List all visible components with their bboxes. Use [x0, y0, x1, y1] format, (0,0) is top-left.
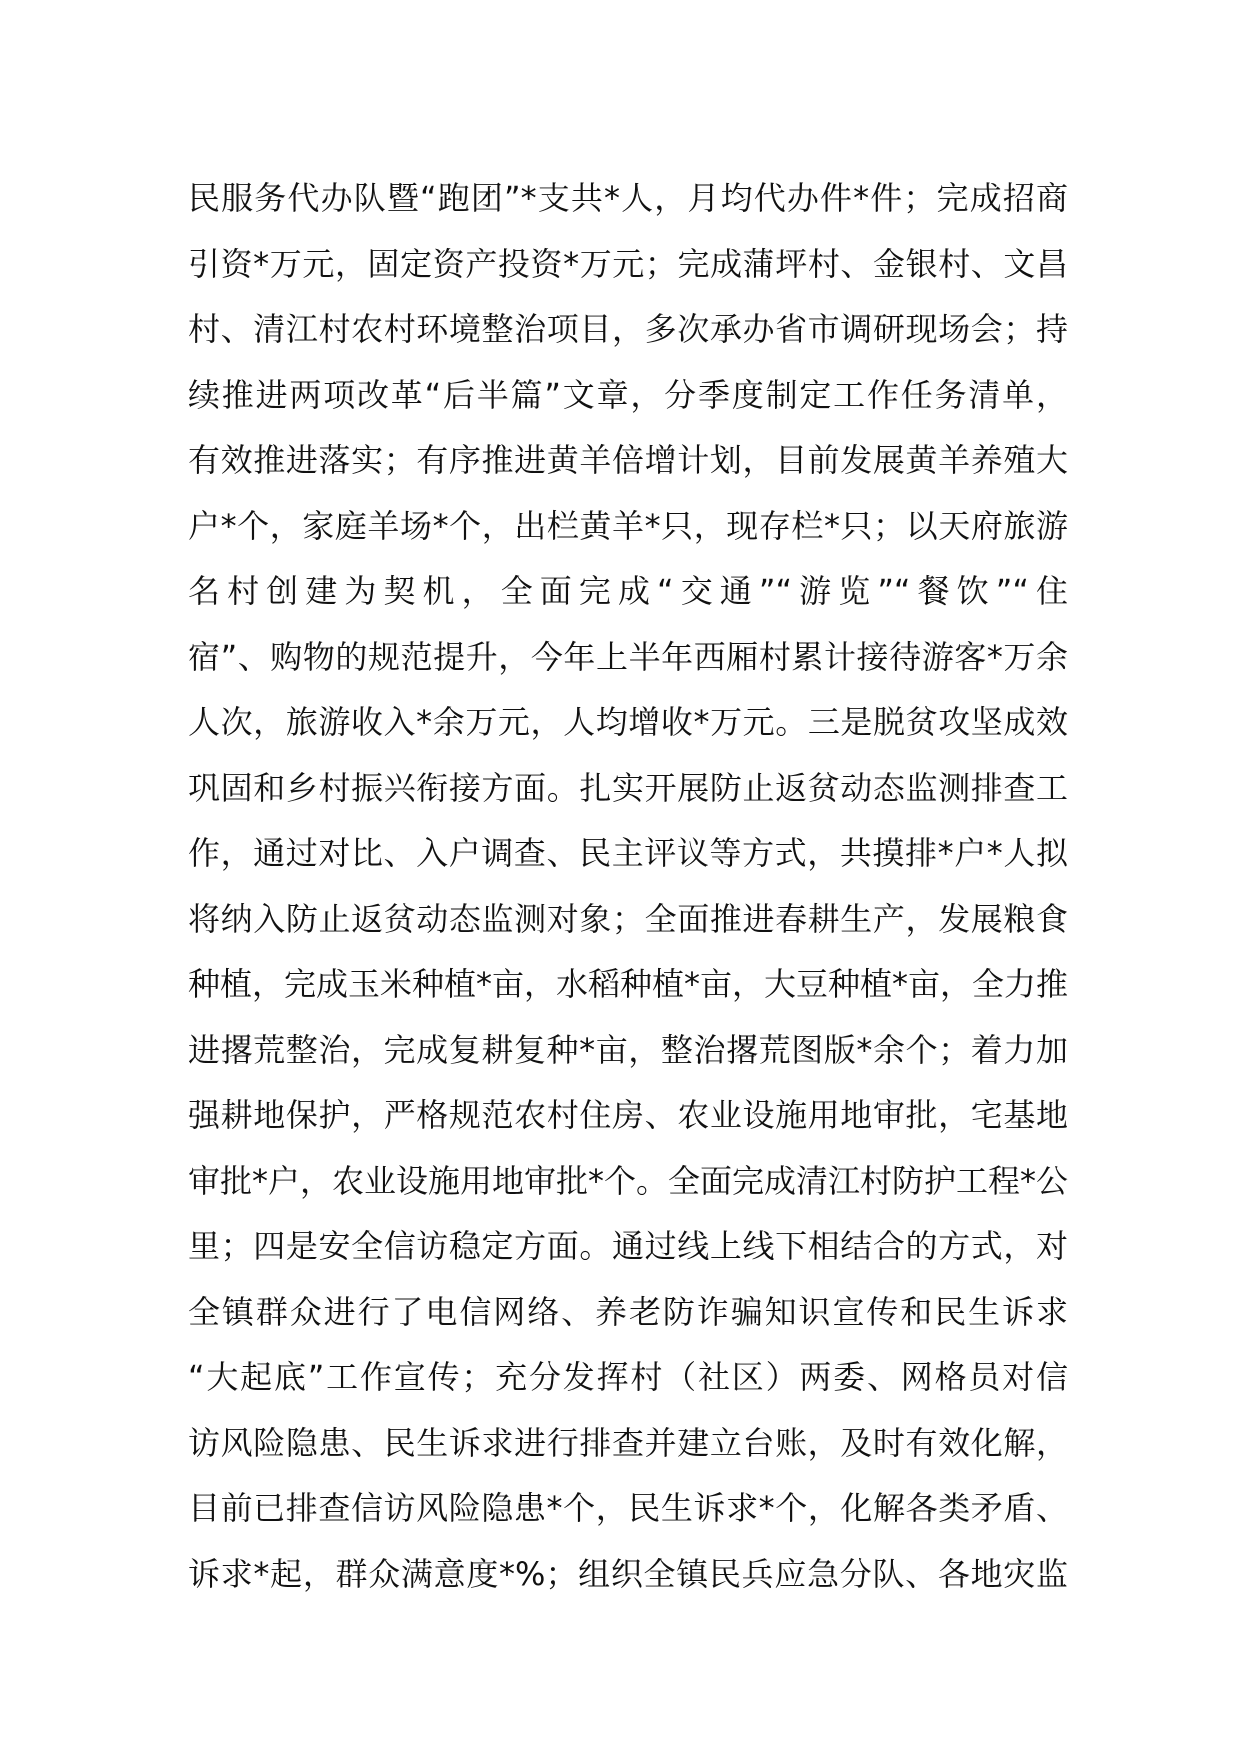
- text-line-16: 审批*户，农业设施用地审批*个。全面完成清江村防护工程*公: [188, 1161, 1068, 1200]
- body-paragraph: [188, 166, 1068, 1607]
- text-line-22: 诉求*起，群众满意度*%；组织全镇民兵应急分队、各地灾监: [188, 1554, 1068, 1593]
- text-line-4: 续推进两项改革“后半篇”文章，分季度制定工作任务清单，: [188, 375, 1068, 414]
- text-line-9: 人次，旅游收入*余万元，人均增收*万元。三是脱贫攻坚成效: [188, 703, 1068, 741]
- text-line-12: 将纳入防止返贫动态监测对象；全面推进春耕生产，发展粮食: [188, 899, 1068, 938]
- text-line-6: 户*个，家庭羊场*个，出栏黄羊*只，现存栏*只；以天府旅游: [188, 506, 1068, 545]
- text-line-8: 宿”、购物的规范提升，今年上半年西厢村累计接待游客*万余: [188, 637, 1068, 676]
- text-line-15: 强耕地保护，严格规范农村住房、农业设施用地审批，宅基地: [188, 1096, 1068, 1134]
- text-line-13: 种植，完成玉米种植*亩，水稻种植*亩，大豆种植*亩，全力推: [188, 965, 1068, 1003]
- text-line-1: 民服务代办队暨“跑团”*支共*人，月均代办件*件；完成招商: [188, 179, 1068, 217]
- text-line-11: 作，通过对比、入户调查、民主评议等方式，共摸排*户*人拟: [188, 834, 1068, 872]
- text-line-14: 进撂荒整治，完成复耕复种*亩，整治撂荒图版*余个；着力加: [188, 1030, 1068, 1069]
- text-line-2: 引资*万元，固定资产投资*万元；完成蒲坪村、金银村、文昌: [188, 244, 1068, 283]
- text-line-19: “大起底”工作宣传；充分发挥村（社区）两委、网格员对信: [188, 1358, 1068, 1396]
- text-line-20: 访风险隐患、民生诉求进行排查并建立台账，及时有效化解，: [188, 1423, 1068, 1462]
- text-line-7: 名村创建为契机，全面完成“交通”“游览”“餐饮”“住: [188, 572, 1068, 610]
- text-line-5: 有效推进落实；有序推进黄羊倍增计划，目前发展黄羊养殖大: [188, 441, 1068, 479]
- text-line-17: 里；四是安全信访稳定方面。通过线上线下相结合的方式，对: [188, 1227, 1068, 1265]
- text-line-3: 村、清江村农村环境整治项目，多次承办省市调研现场会；持: [188, 310, 1068, 348]
- text-line-21: 目前已排查信访风险隐患*个，民生诉求*个，化解各类矛盾、: [188, 1489, 1068, 1527]
- text-line-10: 巩固和乡村振兴衔接方面。扎实开展防止返贫动态监测排查工: [188, 768, 1068, 807]
- text-line-18: 全镇群众进行了电信网络、养老防诈骗知识宣传和民生诉求: [188, 1292, 1068, 1331]
